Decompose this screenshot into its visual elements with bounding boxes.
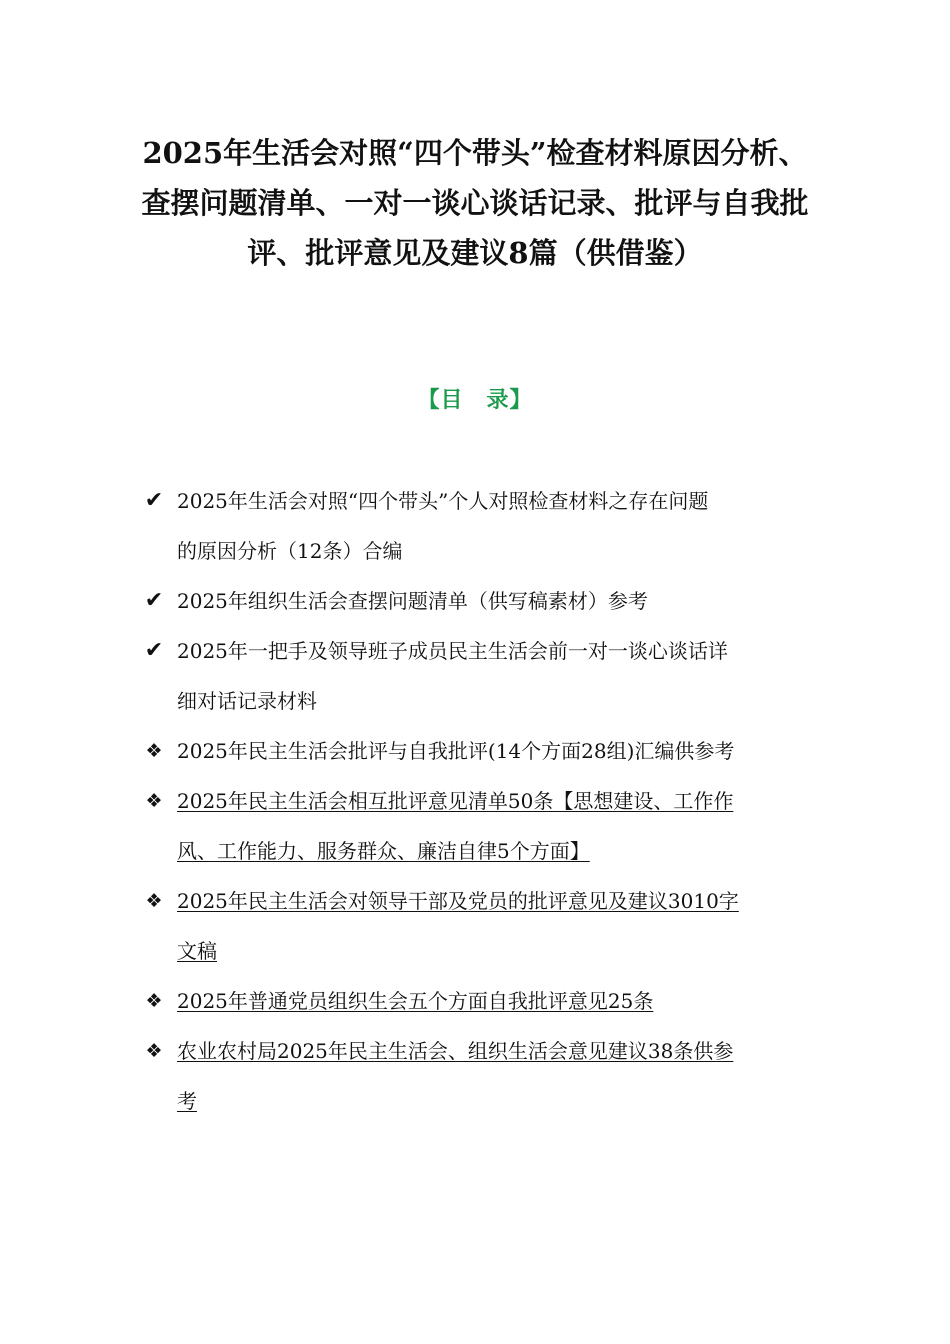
title-line: 查摆问题清单、一对一谈心谈话记录、批评与自我批 (141, 186, 809, 220)
toc-item-text: 2025年民主生活会批评与自我批评(14个方面28组)汇编供参考 (177, 739, 735, 763)
diamond-icon: ❖ (145, 740, 163, 762)
diamond-icon: ❖ (145, 890, 163, 912)
toc-item-text: 2025年组织生活会查摆问题清单（供写稿素材）参考 (177, 589, 648, 613)
table-of-contents (140, 476, 820, 1126)
diamond-icon: ❖ (145, 990, 163, 1012)
toc-item (140, 626, 820, 726)
toc-item-link[interactable] (140, 1026, 820, 1126)
toc-item (140, 726, 820, 776)
document-title (130, 128, 820, 278)
toc-item-link[interactable] (140, 876, 820, 976)
check-icon: ✔ (144, 588, 164, 613)
toc-item-text: 2025年一把手及领导班子成员民主生活会前一对一谈心谈话详 细对话记录材料 (177, 639, 728, 713)
toc-item-link[interactable] (140, 976, 820, 1026)
check-icon: ✔ (144, 638, 164, 663)
toc-item (140, 576, 820, 626)
toc-item-text[interactable]: 2025年民主生活会对领导干部及党员的批评意见及建议3010字 文稿 (177, 889, 739, 963)
title-line: 2025年生活会对照“四个带头”检查材料原因分析、 (142, 136, 808, 170)
toc-item-text[interactable]: 农业农村局2025年民主生活会、组织生活会意见建议38条供参 考 (177, 1039, 734, 1113)
toc-item-text: 2025年生活会对照“四个带头”个人对照检查材料之存在问题 的原因分析（12条）合编 (177, 489, 709, 563)
toc-item-link[interactable] (140, 776, 820, 876)
title-line: 评、批评意见及建议8篇（供借鉴） (247, 236, 703, 270)
toc-heading: 【目 录】 (417, 387, 533, 413)
toc-item-text[interactable]: 2025年普通党员组织生会五个方面自我批评意见25条 (177, 989, 654, 1013)
toc-item-text[interactable]: 2025年民主生活会相互批评意见清单50条【思想建设、工作作 风、工作能力、服务群众、廉洁自律5个方面】 (177, 789, 734, 863)
diamond-icon: ❖ (145, 790, 163, 812)
toc-item (140, 476, 820, 576)
check-icon: ✔ (144, 488, 164, 513)
diamond-icon: ❖ (145, 1040, 163, 1062)
